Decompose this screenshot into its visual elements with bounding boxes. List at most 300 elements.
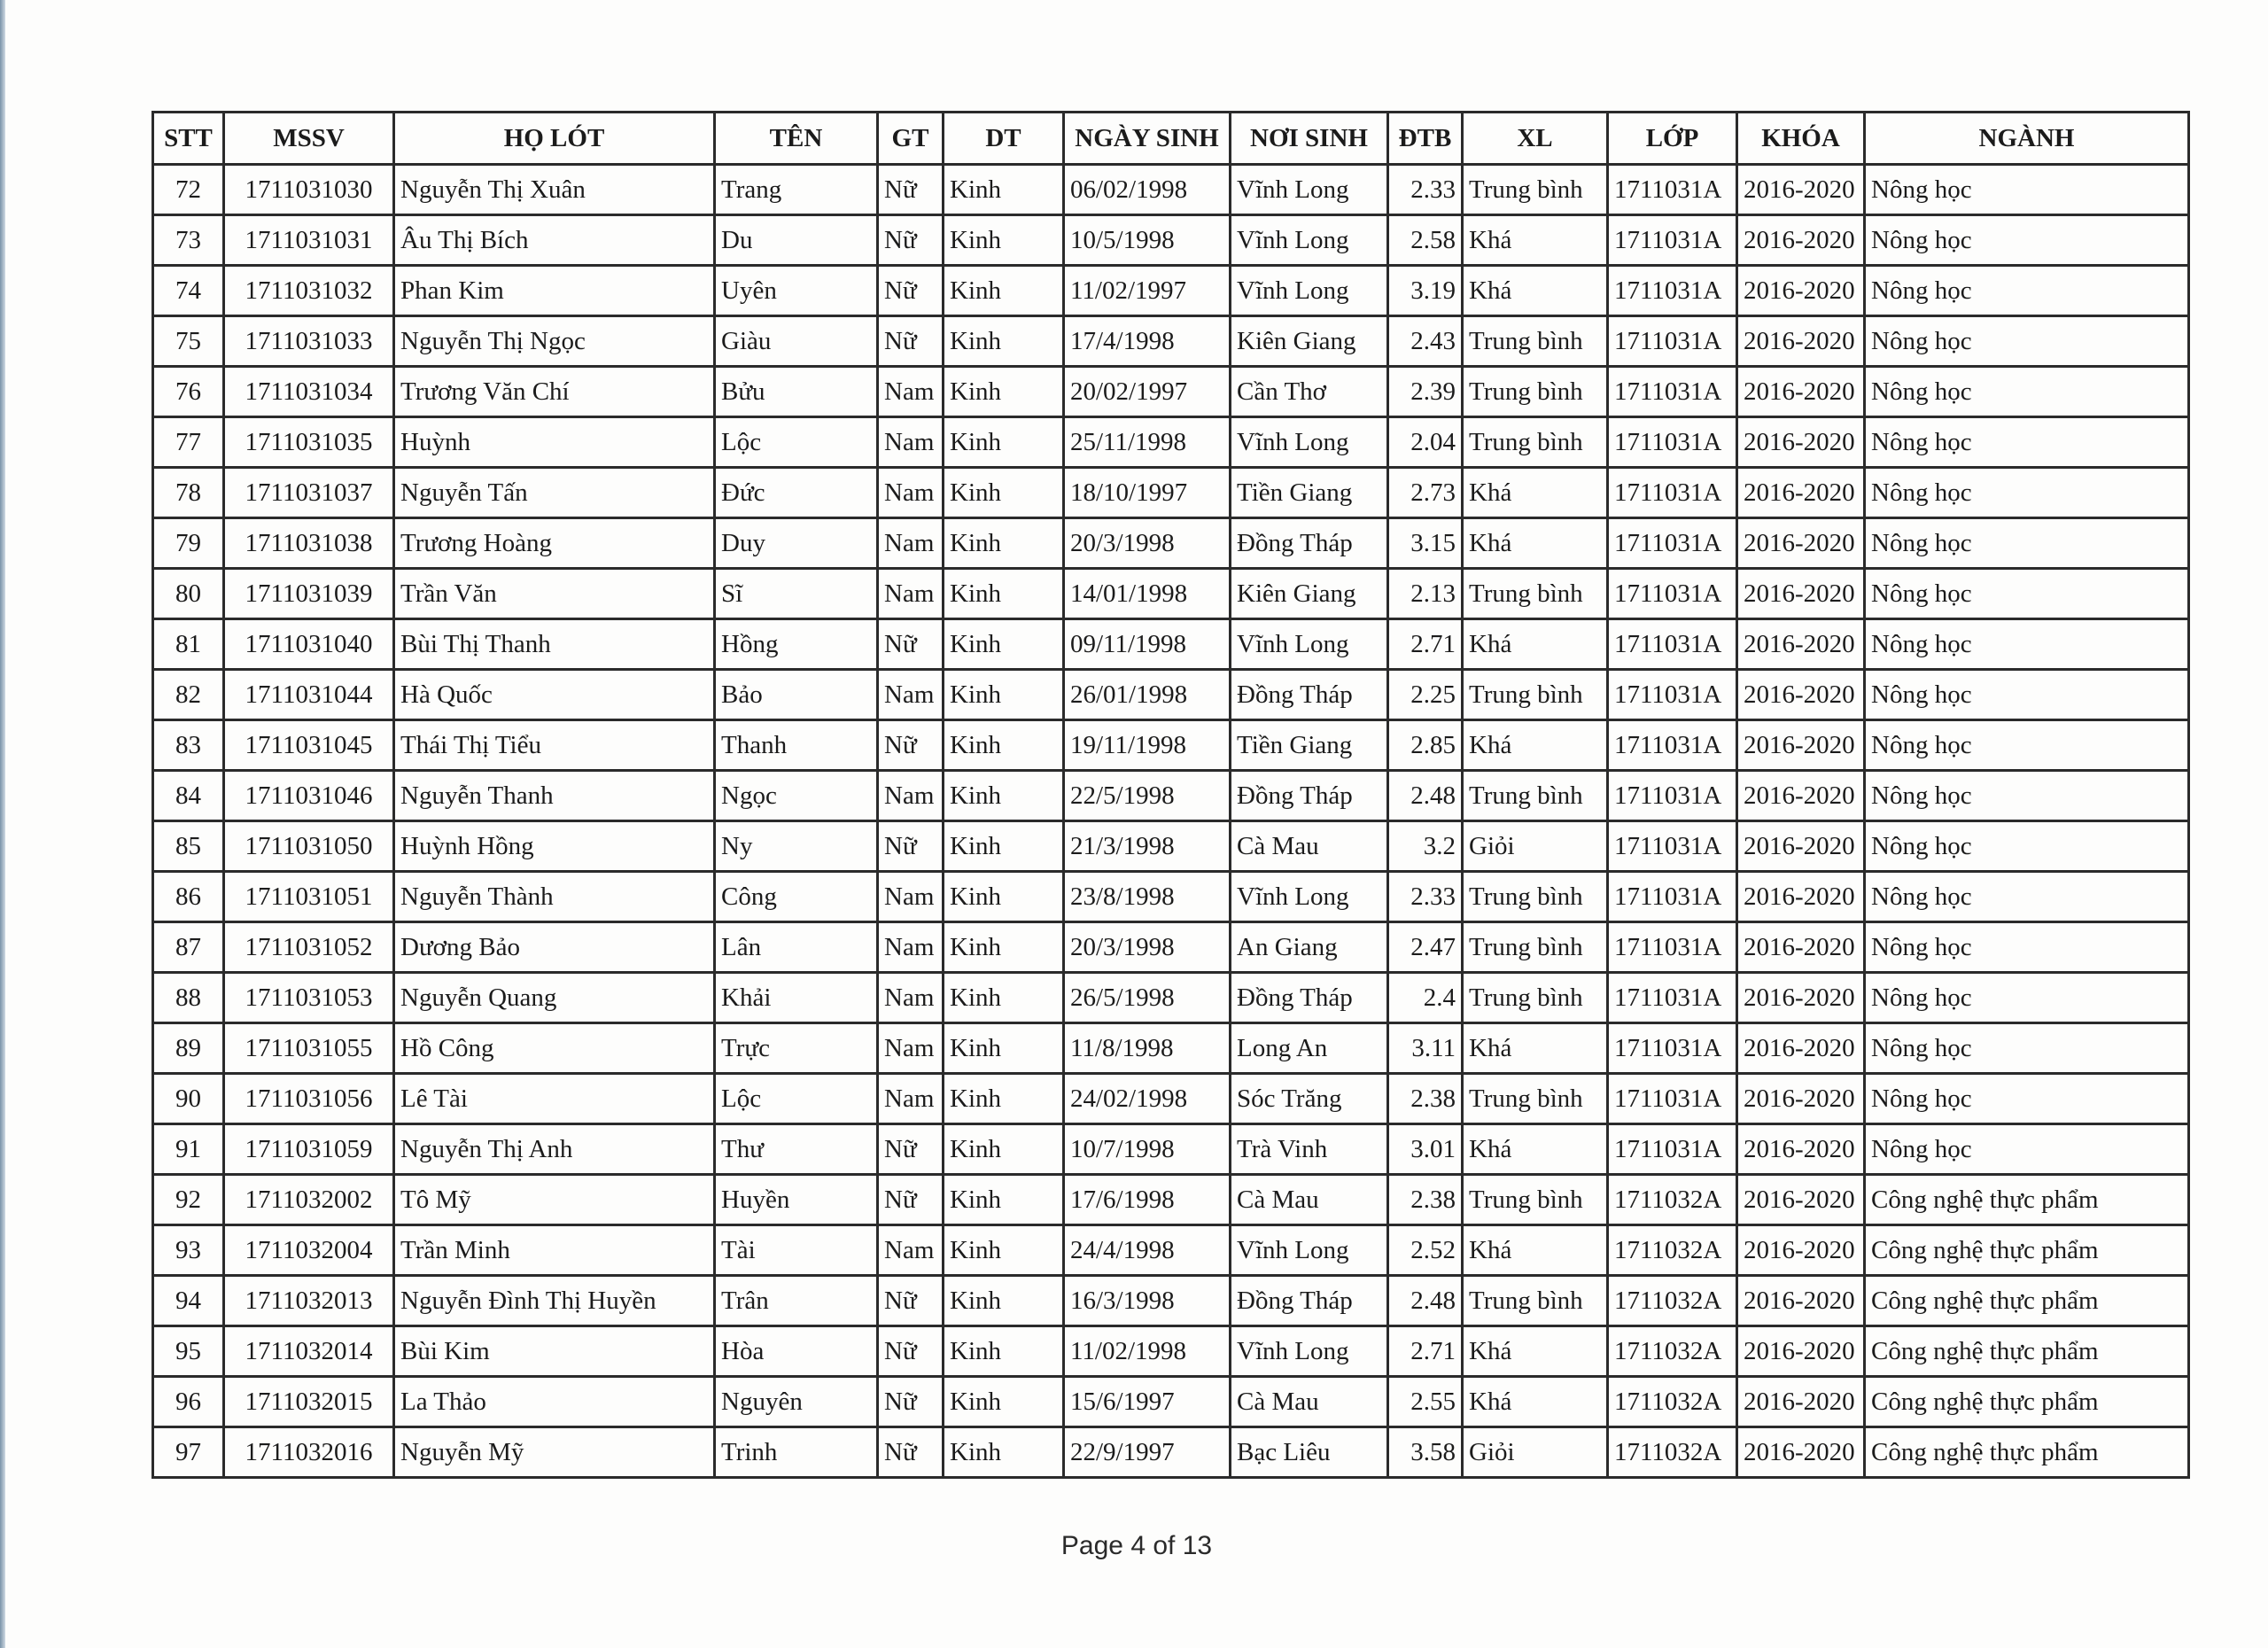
cell-stt: 94	[153, 1276, 224, 1326]
cell-noi-sinh: Đồng Tháp	[1231, 1276, 1388, 1326]
cell-dtb: 2.38	[1388, 1175, 1463, 1225]
cell-dtb: 2.48	[1388, 1276, 1463, 1326]
cell-lop: 1711031A	[1608, 771, 1737, 821]
cell-gioi-tinh: Nam	[878, 670, 944, 720]
cell-nganh: Nông học	[1865, 165, 2189, 215]
cell-khoa: 2016-2020	[1737, 468, 1865, 518]
cell-noi-sinh: Đồng Tháp	[1231, 973, 1388, 1023]
cell-noi-sinh: Cà Mau	[1231, 821, 1388, 872]
cell-dan-toc: Kinh	[944, 670, 1064, 720]
cell-ngay-sinh: 18/10/1997	[1064, 468, 1231, 518]
cell-ten: Hồng	[715, 619, 878, 670]
cell-xep-loai: Giỏi	[1463, 1427, 1608, 1478]
table-row	[153, 922, 2189, 973]
cell-lop: 1711031A	[1608, 1023, 1737, 1074]
cell-khoa: 2016-2020	[1737, 518, 1865, 569]
cell-nganh: Công nghệ thực phẩm	[1865, 1377, 2189, 1427]
cell-ho-lot: Bùi Thị Thanh	[394, 619, 715, 670]
cell-khoa: 2016-2020	[1737, 417, 1865, 468]
cell-lop: 1711031A	[1608, 215, 1737, 266]
table-row	[153, 619, 2189, 670]
cell-dtb: 2.55	[1388, 1377, 1463, 1427]
cell-gioi-tinh: Nam	[878, 518, 944, 569]
cell-lop: 1711031A	[1608, 316, 1737, 367]
cell-nganh: Nông học	[1865, 215, 2189, 266]
cell-khoa: 2016-2020	[1737, 1124, 1865, 1175]
cell-noi-sinh: Vĩnh Long	[1231, 215, 1388, 266]
cell-xep-loai: Khá	[1463, 215, 1608, 266]
cell-lop: 1711031A	[1608, 266, 1737, 316]
header-dan-toc: DT	[944, 113, 1064, 165]
cell-nganh: Nông học	[1865, 821, 2189, 872]
cell-lop: 1711031A	[1608, 821, 1737, 872]
cell-gioi-tinh: Nữ	[878, 1276, 944, 1326]
cell-lop: 1711032A	[1608, 1276, 1737, 1326]
cell-stt: 88	[153, 973, 224, 1023]
cell-ngay-sinh: 10/7/1998	[1064, 1124, 1231, 1175]
cell-ngay-sinh: 09/11/1998	[1064, 619, 1231, 670]
cell-ho-lot: Nguyễn Tấn	[394, 468, 715, 518]
cell-nganh: Nông học	[1865, 1074, 2189, 1124]
cell-lop: 1711031A	[1608, 417, 1737, 468]
cell-dtb: 2.47	[1388, 922, 1463, 973]
cell-ngay-sinh: 20/02/1997	[1064, 367, 1231, 417]
cell-ngay-sinh: 11/02/1997	[1064, 266, 1231, 316]
cell-mssv: 1711032015	[224, 1377, 394, 1427]
cell-stt: 91	[153, 1124, 224, 1175]
cell-nganh: Nông học	[1865, 973, 2189, 1023]
cell-khoa: 2016-2020	[1737, 922, 1865, 973]
header-ten: TÊN	[715, 113, 878, 165]
cell-gioi-tinh: Nữ	[878, 1175, 944, 1225]
cell-nganh: Nông học	[1865, 1023, 2189, 1074]
cell-xep-loai: Trung bình	[1463, 670, 1608, 720]
cell-noi-sinh: Trà Vinh	[1231, 1124, 1388, 1175]
cell-dtb: 2.52	[1388, 1225, 1463, 1276]
cell-ho-lot: Bùi Kim	[394, 1326, 715, 1377]
cell-ten: Du	[715, 215, 878, 266]
cell-dan-toc: Kinh	[944, 1427, 1064, 1478]
cell-mssv: 1711032013	[224, 1276, 394, 1326]
cell-khoa: 2016-2020	[1737, 1225, 1865, 1276]
cell-ho-lot: Thái Thị Tiểu	[394, 720, 715, 771]
cell-lop: 1711031A	[1608, 973, 1737, 1023]
cell-ho-lot: Hồ Công	[394, 1023, 715, 1074]
cell-noi-sinh: Cần Thơ	[1231, 367, 1388, 417]
cell-stt: 87	[153, 922, 224, 973]
cell-xep-loai: Trung bình	[1463, 417, 1608, 468]
cell-xep-loai: Khá	[1463, 518, 1608, 569]
cell-noi-sinh: Đồng Tháp	[1231, 518, 1388, 569]
cell-ngay-sinh: 14/01/1998	[1064, 569, 1231, 619]
cell-khoa: 2016-2020	[1737, 872, 1865, 922]
cell-ngay-sinh: 10/5/1998	[1064, 215, 1231, 266]
cell-mssv: 1711031052	[224, 922, 394, 973]
cell-gioi-tinh: Nam	[878, 973, 944, 1023]
cell-dtb: 2.48	[1388, 771, 1463, 821]
cell-lop: 1711031A	[1608, 569, 1737, 619]
cell-dtb: 2.71	[1388, 619, 1463, 670]
cell-ten: Trực	[715, 1023, 878, 1074]
cell-dtb: 3.15	[1388, 518, 1463, 569]
table-row	[153, 1276, 2189, 1326]
cell-noi-sinh: Kiên Giang	[1231, 316, 1388, 367]
cell-gioi-tinh: Nữ	[878, 720, 944, 771]
table-row	[153, 1377, 2189, 1427]
cell-gioi-tinh: Nữ	[878, 1377, 944, 1427]
cell-xep-loai: Khá	[1463, 1225, 1608, 1276]
table-row	[153, 266, 2189, 316]
cell-ngay-sinh: 19/11/1998	[1064, 720, 1231, 771]
cell-noi-sinh: Cà Mau	[1231, 1175, 1388, 1225]
cell-ho-lot: Huỳnh	[394, 417, 715, 468]
cell-khoa: 2016-2020	[1737, 821, 1865, 872]
cell-noi-sinh: Sóc Trăng	[1231, 1074, 1388, 1124]
cell-khoa: 2016-2020	[1737, 316, 1865, 367]
cell-ho-lot: Phan Kim	[394, 266, 715, 316]
cell-nganh: Công nghệ thực phẩm	[1865, 1276, 2189, 1326]
cell-ngay-sinh: 24/02/1998	[1064, 1074, 1231, 1124]
cell-xep-loai: Trung bình	[1463, 165, 1608, 215]
cell-khoa: 2016-2020	[1737, 771, 1865, 821]
cell-xep-loai: Trung bình	[1463, 1074, 1608, 1124]
cell-noi-sinh: Đồng Tháp	[1231, 771, 1388, 821]
cell-ten: Hòa	[715, 1326, 878, 1377]
cell-stt: 79	[153, 518, 224, 569]
cell-lop: 1711031A	[1608, 468, 1737, 518]
cell-mssv: 1711031046	[224, 771, 394, 821]
cell-stt: 73	[153, 215, 224, 266]
cell-gioi-tinh: Nữ	[878, 619, 944, 670]
header-ngay-sinh: NGÀY SINH	[1064, 113, 1231, 165]
cell-dan-toc: Kinh	[944, 821, 1064, 872]
cell-ngay-sinh: 23/8/1998	[1064, 872, 1231, 922]
cell-xep-loai: Giỏi	[1463, 821, 1608, 872]
cell-ho-lot: Tô Mỹ	[394, 1175, 715, 1225]
cell-ngay-sinh: 22/9/1997	[1064, 1427, 1231, 1478]
cell-nganh: Nông học	[1865, 316, 2189, 367]
cell-dtb: 2.33	[1388, 872, 1463, 922]
cell-xep-loai: Khá	[1463, 1326, 1608, 1377]
table-row	[153, 1225, 2189, 1276]
cell-ho-lot: Nguyễn Thị Ngọc	[394, 316, 715, 367]
cell-ho-lot: Hà Quốc	[394, 670, 715, 720]
header-stt: STT	[153, 113, 224, 165]
cell-lop: 1711031A	[1608, 872, 1737, 922]
cell-khoa: 2016-2020	[1737, 1377, 1865, 1427]
table-row	[153, 872, 2189, 922]
cell-nganh: Nông học	[1865, 922, 2189, 973]
cell-noi-sinh: Vĩnh Long	[1231, 619, 1388, 670]
cell-ngay-sinh: 16/3/1998	[1064, 1276, 1231, 1326]
cell-dtb: 2.13	[1388, 569, 1463, 619]
cell-mssv: 1711031033	[224, 316, 394, 367]
cell-mssv: 1711031059	[224, 1124, 394, 1175]
cell-dtb: 3.01	[1388, 1124, 1463, 1175]
cell-dtb: 2.85	[1388, 720, 1463, 771]
cell-ngay-sinh: 20/3/1998	[1064, 518, 1231, 569]
cell-gioi-tinh: Nữ	[878, 821, 944, 872]
cell-ho-lot: Trương Văn Chí	[394, 367, 715, 417]
cell-khoa: 2016-2020	[1737, 973, 1865, 1023]
cell-dtb: 3.2	[1388, 821, 1463, 872]
cell-dan-toc: Kinh	[944, 872, 1064, 922]
cell-gioi-tinh: Nam	[878, 872, 944, 922]
cell-dan-toc: Kinh	[944, 1225, 1064, 1276]
cell-dtb: 3.11	[1388, 1023, 1463, 1074]
cell-ho-lot: Nguyễn Đình Thị Huyền	[394, 1276, 715, 1326]
cell-dan-toc: Kinh	[944, 1023, 1064, 1074]
cell-stt: 75	[153, 316, 224, 367]
table-row	[153, 417, 2189, 468]
cell-stt: 72	[153, 165, 224, 215]
cell-ho-lot: Lê Tài	[394, 1074, 715, 1124]
cell-noi-sinh: Vĩnh Long	[1231, 165, 1388, 215]
cell-dan-toc: Kinh	[944, 771, 1064, 821]
cell-ho-lot: La Thảo	[394, 1377, 715, 1427]
cell-gioi-tinh: Nam	[878, 1074, 944, 1124]
cell-ho-lot: Nguyễn Mỹ	[394, 1427, 715, 1478]
cell-khoa: 2016-2020	[1737, 670, 1865, 720]
cell-gioi-tinh: Nam	[878, 367, 944, 417]
cell-nganh: Nông học	[1865, 518, 2189, 569]
cell-mssv: 1711031031	[224, 215, 394, 266]
cell-nganh: Nông học	[1865, 367, 2189, 417]
cell-stt: 85	[153, 821, 224, 872]
cell-dtb: 2.4	[1388, 973, 1463, 1023]
cell-nganh: Công nghệ thực phẩm	[1865, 1427, 2189, 1478]
cell-lop: 1711031A	[1608, 619, 1737, 670]
cell-stt: 86	[153, 872, 224, 922]
cell-dtb: 2.38	[1388, 1074, 1463, 1124]
cell-mssv: 1711032002	[224, 1175, 394, 1225]
cell-nganh: Nông học	[1865, 771, 2189, 821]
cell-ten: Tài	[715, 1225, 878, 1276]
header-gioi-tinh: GT	[878, 113, 944, 165]
cell-mssv: 1711031051	[224, 872, 394, 922]
cell-khoa: 2016-2020	[1737, 367, 1865, 417]
cell-gioi-tinh: Nữ	[878, 1124, 944, 1175]
cell-ngay-sinh: 26/01/1998	[1064, 670, 1231, 720]
cell-ten: Duy	[715, 518, 878, 569]
cell-dan-toc: Kinh	[944, 468, 1064, 518]
cell-mssv: 1711031044	[224, 670, 394, 720]
cell-lop: 1711032A	[1608, 1326, 1737, 1377]
table-row	[153, 821, 2189, 872]
cell-noi-sinh: An Giang	[1231, 922, 1388, 973]
cell-ho-lot: Nguyễn Thanh	[394, 771, 715, 821]
table-row	[153, 771, 2189, 821]
cell-xep-loai: Khá	[1463, 1124, 1608, 1175]
cell-dan-toc: Kinh	[944, 518, 1064, 569]
cell-khoa: 2016-2020	[1737, 1023, 1865, 1074]
cell-nganh: Công nghệ thực phẩm	[1865, 1225, 2189, 1276]
cell-khoa: 2016-2020	[1737, 1276, 1865, 1326]
cell-ngay-sinh: 06/02/1998	[1064, 165, 1231, 215]
cell-noi-sinh: Vĩnh Long	[1231, 1225, 1388, 1276]
cell-khoa: 2016-2020	[1737, 720, 1865, 771]
cell-mssv: 1711031040	[224, 619, 394, 670]
cell-ten: Đức	[715, 468, 878, 518]
cell-lop: 1711031A	[1608, 1124, 1737, 1175]
cell-lop: 1711031A	[1608, 670, 1737, 720]
cell-ngay-sinh: 22/5/1998	[1064, 771, 1231, 821]
cell-xep-loai: Khá	[1463, 619, 1608, 670]
cell-lop: 1711031A	[1608, 922, 1737, 973]
cell-khoa: 2016-2020	[1737, 215, 1865, 266]
cell-ho-lot: Nguyễn Quang	[394, 973, 715, 1023]
cell-noi-sinh: Đồng Tháp	[1231, 670, 1388, 720]
table-row	[153, 316, 2189, 367]
table-header-row	[153, 113, 2189, 165]
cell-gioi-tinh: Nam	[878, 922, 944, 973]
cell-gioi-tinh: Nữ	[878, 316, 944, 367]
table-row	[153, 367, 2189, 417]
student-table	[151, 111, 2190, 1479]
cell-noi-sinh: Long An	[1231, 1023, 1388, 1074]
cell-khoa: 2016-2020	[1737, 266, 1865, 316]
cell-ho-lot: Trương Hoàng	[394, 518, 715, 569]
cell-nganh: Nông học	[1865, 569, 2189, 619]
cell-ho-lot: Trần Minh	[394, 1225, 715, 1276]
cell-khoa: 2016-2020	[1737, 1074, 1865, 1124]
cell-gioi-tinh: Nam	[878, 468, 944, 518]
cell-gioi-tinh: Nam	[878, 1225, 944, 1276]
cell-dtb: 3.19	[1388, 266, 1463, 316]
table-row	[153, 1326, 2189, 1377]
cell-dtb: 2.43	[1388, 316, 1463, 367]
cell-nganh: Nông học	[1865, 468, 2189, 518]
cell-xep-loai: Trung bình	[1463, 872, 1608, 922]
table-row	[153, 1074, 2189, 1124]
table-row	[153, 973, 2189, 1023]
table-row	[153, 720, 2189, 771]
cell-xep-loai: Trung bình	[1463, 316, 1608, 367]
cell-dan-toc: Kinh	[944, 316, 1064, 367]
cell-stt: 83	[153, 720, 224, 771]
cell-dan-toc: Kinh	[944, 1377, 1064, 1427]
table-row	[153, 1175, 2189, 1225]
cell-ten: Uyên	[715, 266, 878, 316]
cell-gioi-tinh: Nam	[878, 417, 944, 468]
cell-stt: 74	[153, 266, 224, 316]
cell-khoa: 2016-2020	[1737, 165, 1865, 215]
cell-noi-sinh: Vĩnh Long	[1231, 1326, 1388, 1377]
cell-mssv: 1711031053	[224, 973, 394, 1023]
cell-xep-loai: Khá	[1463, 266, 1608, 316]
cell-nganh: Nông học	[1865, 619, 2189, 670]
cell-xep-loai: Trung bình	[1463, 771, 1608, 821]
cell-gioi-tinh: Nữ	[878, 165, 944, 215]
cell-ten: Trang	[715, 165, 878, 215]
cell-noi-sinh: Kiên Giang	[1231, 569, 1388, 619]
cell-ten: Huyền	[715, 1175, 878, 1225]
cell-mssv: 1711031055	[224, 1023, 394, 1074]
cell-nganh: Nông học	[1865, 1124, 2189, 1175]
cell-stt: 90	[153, 1074, 224, 1124]
cell-stt: 78	[153, 468, 224, 518]
table-row	[153, 1427, 2189, 1478]
cell-khoa: 2016-2020	[1737, 1175, 1865, 1225]
cell-gioi-tinh: Nữ	[878, 215, 944, 266]
cell-mssv: 1711031045	[224, 720, 394, 771]
cell-stt: 80	[153, 569, 224, 619]
cell-lop: 1711032A	[1608, 1175, 1737, 1225]
cell-stt: 93	[153, 1225, 224, 1276]
cell-gioi-tinh: Nữ	[878, 1326, 944, 1377]
cell-xep-loai: Khá	[1463, 720, 1608, 771]
cell-ngay-sinh: 11/8/1998	[1064, 1023, 1231, 1074]
cell-khoa: 2016-2020	[1737, 569, 1865, 619]
table-row	[153, 468, 2189, 518]
cell-ngay-sinh: 21/3/1998	[1064, 821, 1231, 872]
cell-ten: Ngọc	[715, 771, 878, 821]
cell-ho-lot: Trần Văn	[394, 569, 715, 619]
cell-nganh: Công nghệ thực phẩm	[1865, 1175, 2189, 1225]
cell-dtb: 2.33	[1388, 165, 1463, 215]
cell-ho-lot: Nguyễn Thị Xuân	[394, 165, 715, 215]
cell-lop: 1711032A	[1608, 1377, 1737, 1427]
cell-dtb: 2.73	[1388, 468, 1463, 518]
cell-dan-toc: Kinh	[944, 215, 1064, 266]
cell-dtb: 2.39	[1388, 367, 1463, 417]
cell-xep-loai: Trung bình	[1463, 1175, 1608, 1225]
cell-ten: Thư	[715, 1124, 878, 1175]
cell-mssv: 1711031039	[224, 569, 394, 619]
cell-dan-toc: Kinh	[944, 922, 1064, 973]
cell-ten: Công	[715, 872, 878, 922]
cell-ngay-sinh: 17/4/1998	[1064, 316, 1231, 367]
cell-stt: 76	[153, 367, 224, 417]
cell-ngay-sinh: 24/4/1998	[1064, 1225, 1231, 1276]
cell-dan-toc: Kinh	[944, 973, 1064, 1023]
cell-lop: 1711031A	[1608, 518, 1737, 569]
cell-noi-sinh: Cà Mau	[1231, 1377, 1388, 1427]
cell-xep-loai: Trung bình	[1463, 922, 1608, 973]
cell-dan-toc: Kinh	[944, 1276, 1064, 1326]
cell-ten: Nguyên	[715, 1377, 878, 1427]
cell-stt: 84	[153, 771, 224, 821]
cell-dan-toc: Kinh	[944, 417, 1064, 468]
cell-ten: Lộc	[715, 1074, 878, 1124]
table-row	[153, 165, 2189, 215]
cell-dtb: 2.04	[1388, 417, 1463, 468]
cell-noi-sinh: Vĩnh Long	[1231, 417, 1388, 468]
cell-gioi-tinh: Nam	[878, 771, 944, 821]
cell-ngay-sinh: 11/02/1998	[1064, 1326, 1231, 1377]
cell-lop: 1711031A	[1608, 367, 1737, 417]
cell-khoa: 2016-2020	[1737, 1427, 1865, 1478]
cell-lop: 1711032A	[1608, 1225, 1737, 1276]
table-row	[153, 1124, 2189, 1175]
cell-ten: Thanh	[715, 720, 878, 771]
cell-dan-toc: Kinh	[944, 1074, 1064, 1124]
cell-dtb: 2.58	[1388, 215, 1463, 266]
cell-dan-toc: Kinh	[944, 619, 1064, 670]
cell-gioi-tinh: Nam	[878, 569, 944, 619]
cell-mssv: 1711032016	[224, 1427, 394, 1478]
cell-stt: 77	[153, 417, 224, 468]
table-row	[153, 518, 2189, 569]
cell-khoa: 2016-2020	[1737, 1326, 1865, 1377]
cell-ten: Sĩ	[715, 569, 878, 619]
cell-nganh: Nông học	[1865, 417, 2189, 468]
cell-dan-toc: Kinh	[944, 1124, 1064, 1175]
cell-stt: 82	[153, 670, 224, 720]
cell-ten: Giàu	[715, 316, 878, 367]
cell-ten: Trân	[715, 1276, 878, 1326]
cell-mssv: 1711031035	[224, 417, 394, 468]
